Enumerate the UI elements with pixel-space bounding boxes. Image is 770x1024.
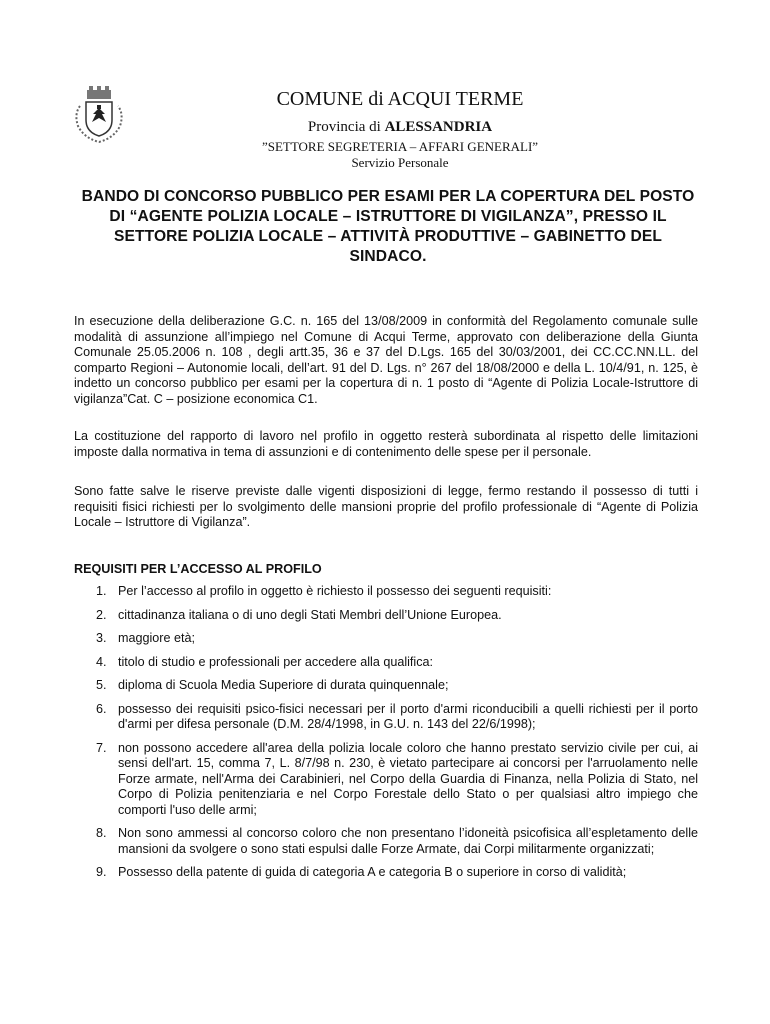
province-line	[150, 119, 650, 136]
list-number: 8.	[96, 826, 107, 840]
municipality-name: COMUNE di ACQUI TERME	[276, 88, 524, 110]
requirements-list	[74, 584, 698, 889]
province-prefix: Provincia di	[307, 119, 385, 135]
list-number: 3.	[96, 631, 107, 645]
paragraph-limitations: La costituzione del rapporto di lavoro nel profilo in oggetto resterà subordinata al rispetto delle limitazioni imposte dalla normativa in tema di assunzioni e di contenimento delle spese per il personale.	[74, 429, 698, 459]
list-item	[74, 826, 698, 857]
list-item	[74, 655, 698, 671]
list-number: 2.	[96, 607, 107, 622]
list-text: cittadinanza italiana o di uno degli Stati Membri dell’Unione Europea.	[118, 607, 502, 622]
paragraph-intro: In esecuzione della deliberazione G.C. n. 165 del 13/08/2009 in conformità del Regolamento comunale sulle modalità di assunzione all’impiego nel Comune di Acqui Terme, approvato con deliberazione della Giunta Comunale 25.05.2006 n. 108 , degli artt.35, 36 e 37 del D.Lgs. 165 del 30/03/2001, dei CC.CC.NN.LL. del comparto Regioni – Autonomie locali, dell’art. 91 del D. Lgs. n° 267 del 18/08/2000 e della L. 10/4/91, n. 125, è indetto un concorso pubblico per esami per la copertura di n. 1 posto di “Agente di Polizia Locale-Istruttore di vigilanza”Cat. C – posizione economica C1.	[74, 314, 698, 406]
list-item	[74, 678, 698, 694]
list-text: non possono accedere all'area della polizia locale coloro che hanno prestato servizio civile per cui, ai sensi dell'art. 15, comma 7, L. 8/7/98 n. 230, è vietato partecipare ai concorsi per l'arruolamento nelle Forze armate, nell'Arma dei Carabinieri, nel Corpo della Guardia di Finanza, nella Polizia di Stato, nel Corpo di Polizia penitenziaria e nel Corpo Forestale dello Stato o per qualsiasi altro impiego che comporti l'uso delle armi;	[118, 740, 698, 817]
paragraph-reservations: Sono fatte salve le riserve previste dalle vigenti disposizioni di legge, fermo restando il possesso di tutti i requisiti fisici richiesti per lo svolgimento delle mansioni proprie del profilo professionale di “Agente di Polizia Locale – Istruttore di Vigilanza”.	[74, 484, 698, 529]
list-text: Possesso della patente di guida di categoria A e categoria B o superiore in corso di validità;	[118, 865, 627, 879]
coat-of-arms-icon	[70, 84, 128, 146]
list-item	[74, 584, 698, 600]
section-heading: REQUISITI PER L’ACCESSO AL PROFILO	[74, 562, 322, 576]
list-item	[74, 608, 698, 624]
list-text: Non sono ammessi al concorso coloro che non presentano l’idoneità psicofisica all’espletamento delle mansioni da svolgere o sono stati espulsi dalle Forze Armate, dai Corpi militarmente organizzati;	[118, 826, 698, 856]
service-name: Servizio Personale	[351, 155, 449, 170]
list-text: titolo di studio e professionali per accedere alla qualifica:	[118, 654, 434, 669]
list-text: possesso dei requisiti psico-fisici necessari per il porto d'armi riconducibili a quelli richiesti per il porto d'armi per difesa personale (D.M. 28/4/1998, in G.U. n. 143 del 22/6/1998);	[118, 701, 698, 731]
list-item	[74, 741, 698, 819]
list-number: 5.	[96, 678, 107, 692]
province-name: ALESSANDRIA	[384, 119, 493, 135]
document-title: BANDO DI CONCORSO PUBBLICO PER ESAMI PER LA COPERTURA DEL POSTO DI “AGENTE POLIZIA LOCALE – ISTRUTTORE DI VIGILANZA”, PRESSO IL SETTORE POLIZIA LOCALE – ATTIVITÀ PRODUTTIVE – GABINETTO DEL SINDACO.	[81, 188, 695, 265]
list-number: 6.	[96, 701, 107, 716]
list-item	[74, 865, 698, 881]
list-number: 7.	[96, 740, 107, 755]
list-item	[74, 702, 698, 733]
list-number: 1.	[96, 584, 107, 598]
list-text: maggiore età;	[118, 631, 196, 645]
list-item	[74, 631, 698, 647]
list-number: 9.	[96, 865, 107, 879]
list-number: 4.	[96, 654, 107, 669]
list-text: diploma di Scuola Media Superiore di durata quinquennale;	[118, 678, 449, 692]
list-text: Per l’accesso al profilo in oggetto è richiesto il possesso dei seguenti requisiti:	[118, 584, 552, 598]
sector-name: ”SETTORE SEGRETERIA – AFFARI GENERALI”	[261, 139, 539, 154]
